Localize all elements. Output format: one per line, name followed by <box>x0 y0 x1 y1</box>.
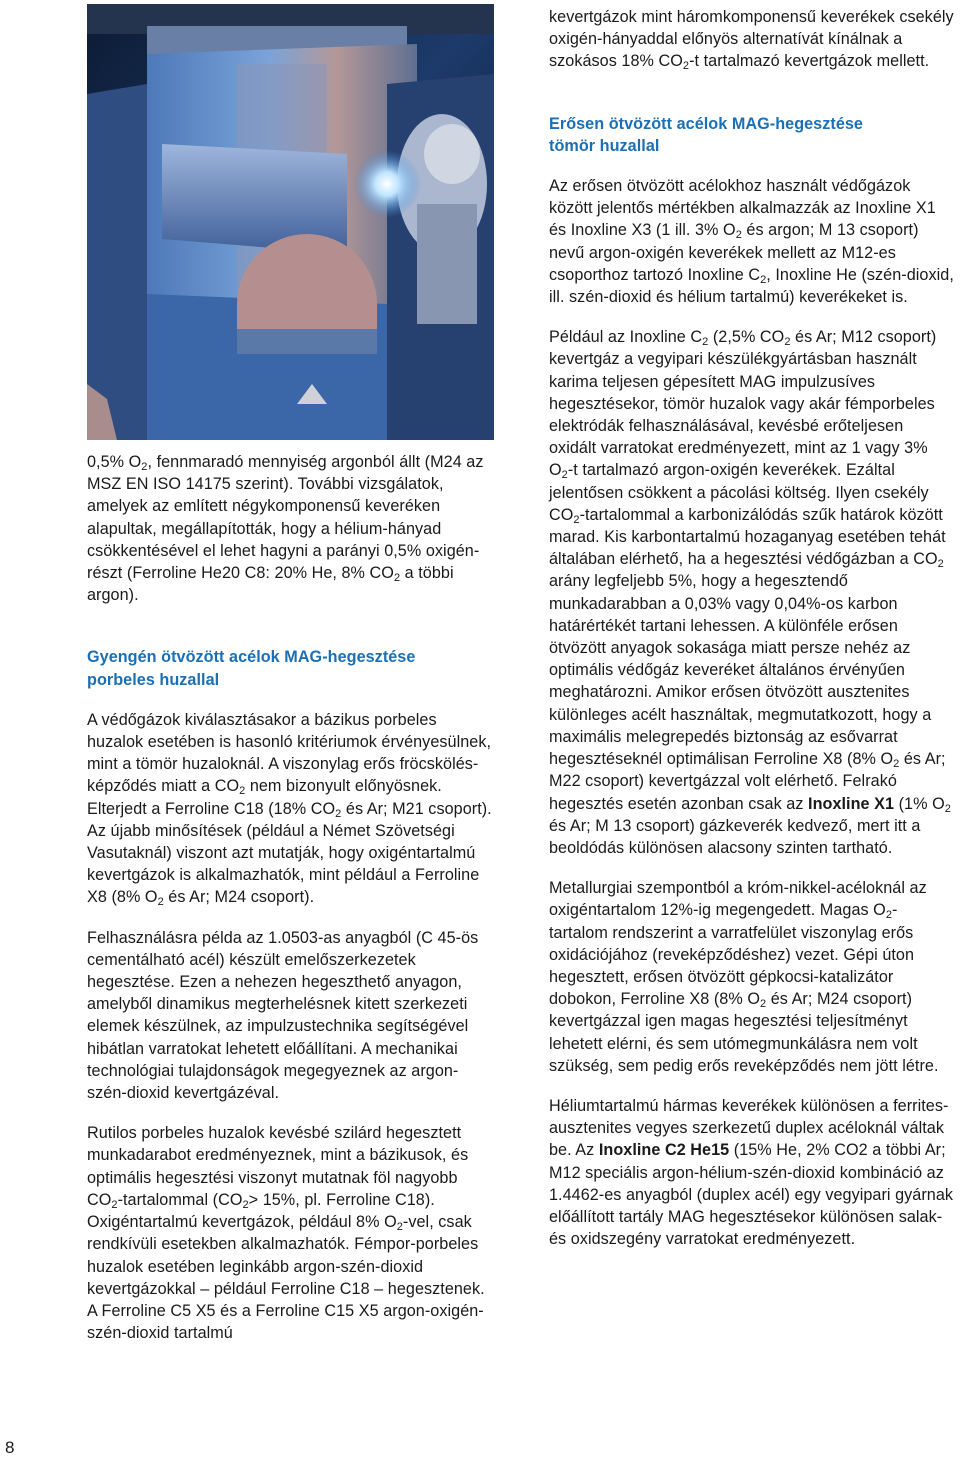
left-column <box>87 451 495 1362</box>
right-paragraph-3: Például az Inoxline $C_2$ (2,5% $CO_2$ és Ar; M12 csoport) kevertgáz a vegyipari készülékgyártásban használt karima teljesen gépesített MAG impulzusíves hegesztésekor, tömör huzalok vagy akár fémporbeles elektródák felhasználásával, kevésbé erőteljesen oxidált varratokat eredményezett, mint az 1 vagy 3% $O_2-t$ tartalmazó argon-oxigén keverékek. Ezáltal jelentősen csökkent a pácolási költség. Ilyen csekély $CO_2$-tartalommal a karbonizálódás szűk határok között marad. Kis karbontartalmú hozaganyag esetében tehát általában elérhető, ha a hegesztési védőgázban a $CO_2$ arány legfeljebb 5%, hogy a hegesztendő munkadarabban a 0,03% vagy 0,04%-os karbon határértékét tartani lehessen. A különféle erősen ötvözött anyagok sokasága miatt persze nehéz az optimális védőgáz keveréket általános érvényűen meghatározni. Amikor erősen ötvözött ausztenites különleges acélt használtak, megmutatkozott, hogy a maximális melegrepedés biztonság az esővarrat hegesztéseknél optimálisan Ferroline X8 (8% $O_2$ és Ar; M22 csoport) kevertgázzal volt elérhető. Felrakó hegesztés esetén azonban csak az Inoxline X1 (1% $O_2$ és Ar; M 13 csoport) gázkeverék kedvező, mert itt a beoldódás különösen alacsony szinten tartható. <box>549 328 951 857</box>
section-heading-high-alloy: Erősen ötvözött acélok MAG-hegesztése tömör huzallal <box>549 114 863 155</box>
right-paragraph-1: kevertgázok mint háromkomponensű keverékek csekély oxigén-hányaddal előnyös alternatívát kínálnak a szokásos 18% $CO_2-t$ tartalmazó kevertgázok mellett. <box>549 8 954 73</box>
right-paragraph-4: Metallurgiai szempontból a króm-nikkel-acéloknál az oxigéntartalom 12%-ig megengedett. Magas $O_2$-tartalom rendszerint a varratfelület viszonylag erős oxidációjához (reveképződéshez) vezet. Gépi úton hegesztett, erősen ötvözött gépkocsi-katalizátor dobokon, Ferroline X8 (8% $O_2$ és Ar; M24 csoport) kevertgázzal igen magas hegesztési teljesítményt lehetett elérni, és sem utómegmunkálásra nem volt szükség, sem pedig erős reveképződés nem jött létre. <box>549 879 939 1075</box>
right-paragraph-2: Az erősen ötvözött acélokhoz használt védőgázok között jelentős mértékben alkalmazzák az Inoxline X1 és Inoxline X3 (1 ill. 3% $O_2$ és argon; M 13 csoport) nevű argon-oxigén keverékek mellett az M12-es csoporthoz tartozó Inoxline $C_2$, Inoxline He (szén-dioxid, ill. szén-dioxid és hélium tartalmú) keverékeket is. <box>549 177 954 307</box>
welding-illustration <box>87 4 494 440</box>
right-paragraph-5: Héliumtartalmú hármas keverékek különösen a ferrites-ausztenites vegyes szerkezetű duplex acéloknál váltak be. Az Inoxline C2 He15 (15% He, 2% CO2 a többi Ar; M12 speciális argon-hélium-szén-dioxid kombináció az 1.4462-es anyagból (duplex acél) egy vegyipari gyárnak előállított tartály MAG hegesztésekor különösen salak- és oxidszegény varratokat eredményezett. <box>549 1096 954 1249</box>
left-paragraph-2: A védőgázok kiválasztásakor a bázikus porbeles huzalok esetében is hasonló kritériumok érvényesülnek, mint a tömör huzaloknál. A viszonylag erős fröcskölés-képződés miatt a $CO_2$ nem bizonyult előnyösnek. Elterjedt a Ferroline C18 (18% $CO_2$ és Ar; M21 csoport). Az újabb minősítések (például a Német Szövetségi Vasutaknál) viszont azt mutatják, hogy oxigéntartalmú kevertgázok is alkalmazhatók, mint például a Ferroline X8 (8% $O_2$ és Ar; M24 csoport). <box>87 710 492 909</box>
welding-photo <box>87 4 494 440</box>
page-number: 8 <box>5 1438 15 1457</box>
left-paragraph-4: Rutilos porbeles huzalok kevésbé szilárd hegesztett munkadarabot eredményeznek, mint a bázikusok, és optimális hegesztési viszonyt mutatnak föl nagyobb $CO_2$-tartalommal ($CO_2> 15\%$, pl. Ferroline C18). Oxigéntartalmú kevertgázok, például 8% $O_2$-vel, csak rendkívüli esetekben alkalmazhatók. Fémpor-porbeles huzalok esetében leginkább argon-szén-dioxid kevertgázokkal – például Ferroline C18 – hegesztenek. A Ferroline C5 X5 és a Ferroline C15 X5 argon-oxigén-szén-dioxid tartalmú <box>87 1124 485 1343</box>
left-paragraph-1: 0,5% $O_2$, fennmaradó mennyiség argonból állt (M24 az MSZ EN ISO 14175 szerint). További vizsgálatok, amelyek az említett négykomponensű keveréken alapultak, megállapították, hogy a hélium-hányad csökkentésével el lehet hagyni a parányi 0,5% oxigén-részt (Ferroline He20 C8: 20% He, 8% $CO_2$ a többi argon). <box>87 453 484 605</box>
right-column <box>549 6 954 1268</box>
left-paragraph-3: Felhasználásra példa az 1.0503-as anyagból (C 45-ös cementálható acél) készült emelőszerkezetek hegesztése. Ezen a nehezen hegeszthető anyagon, amelyből dinamikus megterhelésnek kitett szerkezeti elemek készülnek, az impulzustechnika segítségével hibátlan varratokat lehetett előállítani. A mechanikai technológiai tulajdonságok megegyeznek az argon-szén-dioxid kevertgázéval. <box>87 928 479 1103</box>
section-heading-low-alloy: Gyengén ötvözött acélok MAG-hegesztése porbeles huzallal <box>87 648 416 689</box>
